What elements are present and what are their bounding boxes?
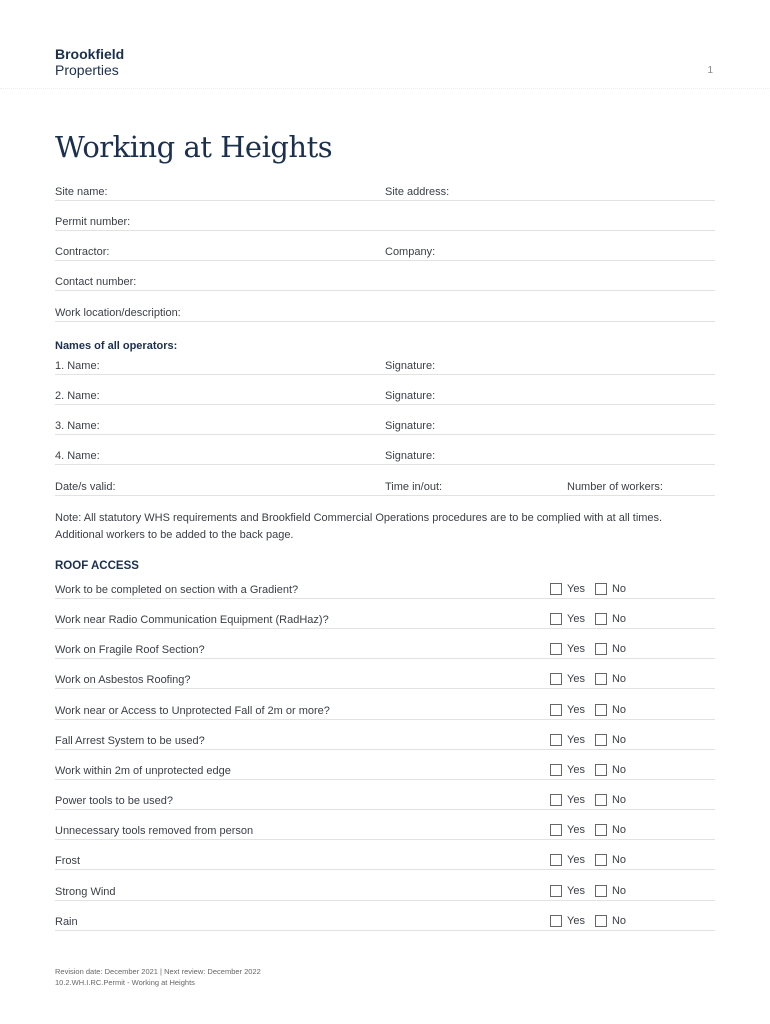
yes-no-group <box>550 643 636 655</box>
work-location-field[interactable] <box>55 307 715 322</box>
operator-name-label: 3. Name: <box>55 420 100 432</box>
roof-access-question <box>55 614 715 629</box>
roof-access-question <box>55 705 715 720</box>
yes-checkbox[interactable] <box>550 764 562 776</box>
yes-label: Yes <box>567 643 585 656</box>
yes-option[interactable] <box>550 734 585 746</box>
no-checkbox[interactable] <box>595 794 607 806</box>
operator-row[interactable] <box>55 390 715 405</box>
permit-number-field[interactable] <box>55 216 715 231</box>
yes-checkbox[interactable] <box>550 824 562 836</box>
operator-signature-label: Signature: <box>385 450 436 462</box>
yes-label: Yes <box>567 733 585 746</box>
time-in-out-label: Time in/out: <box>385 481 443 493</box>
yes-checkbox[interactable] <box>550 794 562 806</box>
contractor-row[interactable] <box>55 246 715 261</box>
no-label: No <box>611 763 627 776</box>
yes-label: Yes <box>567 703 585 716</box>
yes-checkbox[interactable] <box>550 915 562 927</box>
site-name-label: Site name: <box>55 186 108 198</box>
roof-access-heading: ROOF ACCESS <box>55 560 139 572</box>
yes-option[interactable] <box>550 613 585 625</box>
no-label: No <box>611 583 627 595</box>
footer <box>55 966 261 988</box>
yes-label: Yes <box>567 613 585 626</box>
operator-row[interactable] <box>55 360 715 375</box>
yes-no-group <box>550 854 636 866</box>
work-location-label: Work location/description: <box>55 307 181 319</box>
yes-option[interactable] <box>550 794 585 806</box>
yes-checkbox[interactable] <box>550 734 562 746</box>
question-label: Work to be completed on section with a Gradient? <box>55 584 299 596</box>
page-title: Working at Heights <box>55 130 333 164</box>
operator-name-label: 1. Name: <box>55 360 100 372</box>
yes-no-group <box>550 885 636 897</box>
yes-checkbox[interactable] <box>550 885 562 897</box>
operator-name-label: 2. Name: <box>55 390 100 402</box>
logo-line-2: Properties <box>55 62 119 78</box>
no-checkbox[interactable] <box>595 583 607 595</box>
site-row[interactable] <box>55 186 715 201</box>
no-checkbox[interactable] <box>595 915 607 927</box>
no-checkbox[interactable] <box>595 734 607 746</box>
site-address-label: Site address: <box>385 186 450 198</box>
yes-checkbox[interactable] <box>550 613 562 625</box>
logo-line-1: Brookfield <box>55 46 125 62</box>
contact-number-label: Contact number: <box>55 276 137 288</box>
yes-option[interactable] <box>550 643 585 655</box>
no-checkbox[interactable] <box>595 704 607 716</box>
permit-number-label: Permit number: <box>55 216 131 228</box>
page-number: 1 <box>707 65 713 76</box>
operators-heading: Names of all operators: <box>55 340 178 352</box>
roof-access-question <box>55 765 715 780</box>
question-label: Power tools to be used? <box>55 795 174 808</box>
dates-valid-label: Date/s valid: <box>55 481 116 493</box>
no-checkbox[interactable] <box>595 673 607 685</box>
yes-option[interactable] <box>550 915 585 927</box>
no-option[interactable] <box>595 764 626 776</box>
roof-access-question <box>55 644 715 659</box>
no-option[interactable] <box>595 794 626 806</box>
question-label: Frost <box>55 855 81 868</box>
question-label: Rain <box>55 915 78 928</box>
yes-label: Yes <box>567 914 585 927</box>
yes-label: Yes <box>567 794 585 807</box>
question-label: Work near or Access to Unprotected Fall of 2m or more? <box>55 704 330 717</box>
yes-checkbox[interactable] <box>550 583 562 595</box>
yes-no-group <box>550 764 636 776</box>
question-label: Work near Radio Communication Equipment (RadHaz)? <box>55 614 329 627</box>
no-option[interactable] <box>595 824 626 836</box>
no-label: No <box>611 914 627 927</box>
operator-signature-label: Signature: <box>385 360 436 372</box>
operator-signature-label: Signature: <box>385 420 436 432</box>
company-label: Company: <box>385 246 436 258</box>
compliance-note: Note: All statutory WHS requirements and Brookfield Commercial Operations procedures are to be complied with at all times. Additional workers to be added to the back page. <box>55 512 663 541</box>
no-label: No <box>611 884 627 897</box>
no-label: No <box>611 733 627 746</box>
roof-access-question <box>55 795 715 810</box>
yes-no-group <box>550 673 636 685</box>
yes-option[interactable] <box>550 704 585 716</box>
contractor-label: Contractor: <box>55 246 110 258</box>
no-checkbox[interactable] <box>595 643 607 655</box>
roof-access-question <box>55 584 715 599</box>
no-option[interactable] <box>595 704 626 716</box>
roof-access-question <box>55 916 715 931</box>
no-option[interactable] <box>595 613 626 625</box>
validity-row[interactable] <box>55 481 715 496</box>
question-label: Work on Asbestos Roofing? <box>55 674 191 687</box>
yes-option[interactable] <box>550 673 585 685</box>
question-label: Fall Arrest System to be used? <box>55 734 205 747</box>
no-option[interactable] <box>595 734 626 746</box>
no-label: No <box>611 673 627 686</box>
yes-no-group <box>550 734 636 746</box>
no-checkbox[interactable] <box>595 854 607 866</box>
yes-option[interactable] <box>550 583 585 595</box>
yes-label: Yes <box>567 884 585 897</box>
yes-no-group <box>550 704 636 716</box>
yes-no-group <box>550 613 636 625</box>
no-option[interactable] <box>595 643 626 655</box>
document-code: 10.2.WH.I.RC.Permit - Working at Heights <box>55 978 195 987</box>
no-checkbox[interactable] <box>595 824 607 836</box>
contact-number-field[interactable] <box>55 276 715 291</box>
operator-signature-label: Signature: <box>385 390 436 402</box>
no-option[interactable] <box>595 673 626 685</box>
no-option[interactable] <box>595 885 626 897</box>
no-option[interactable] <box>595 854 626 866</box>
brookfield-logo <box>55 46 124 78</box>
yes-no-group <box>550 794 636 806</box>
no-label: No <box>611 613 627 626</box>
no-checkbox[interactable] <box>595 885 607 897</box>
yes-checkbox[interactable] <box>550 854 562 866</box>
roof-access-question <box>55 825 715 840</box>
yes-checkbox[interactable] <box>550 643 562 655</box>
yes-checkbox[interactable] <box>550 673 562 685</box>
revision-info: Revision date: December 2021 | Next review: December 2022 <box>55 967 261 976</box>
roof-access-question <box>55 674 715 689</box>
no-label: No <box>611 854 627 867</box>
question-label: Strong Wind <box>55 885 116 898</box>
yes-option[interactable] <box>550 885 585 897</box>
yes-no-group <box>550 583 636 595</box>
yes-option[interactable] <box>550 824 585 836</box>
no-label: No <box>611 703 627 716</box>
roof-access-question <box>55 735 715 750</box>
number-of-workers-label: Number of workers: <box>567 481 663 493</box>
no-label: No <box>611 824 627 837</box>
operator-name-label: 4. Name: <box>55 450 100 462</box>
no-option[interactable] <box>595 915 626 927</box>
yes-no-group <box>550 915 636 927</box>
yes-label: Yes <box>567 673 585 686</box>
question-label: Work within 2m of unprotected edge <box>55 764 231 777</box>
header-divider <box>0 88 770 89</box>
question-label: Unnecessary tools removed from person <box>55 825 254 838</box>
roof-access-question <box>55 855 715 870</box>
no-option[interactable] <box>595 583 626 595</box>
yes-label: Yes <box>567 824 585 837</box>
no-label: No <box>611 643 627 656</box>
yes-label: Yes <box>567 583 585 595</box>
yes-no-group <box>550 824 636 836</box>
yes-label: Yes <box>567 763 585 776</box>
operator-row[interactable] <box>55 450 715 465</box>
yes-option[interactable] <box>550 764 585 776</box>
question-label: Work on Fragile Roof Section? <box>55 644 205 657</box>
yes-label: Yes <box>567 854 585 867</box>
yes-checkbox[interactable] <box>550 704 562 716</box>
yes-option[interactable] <box>550 854 585 866</box>
no-label: No <box>611 794 627 807</box>
operator-row[interactable] <box>55 420 715 435</box>
no-checkbox[interactable] <box>595 613 607 625</box>
no-checkbox[interactable] <box>595 764 607 776</box>
roof-access-question <box>55 886 715 901</box>
